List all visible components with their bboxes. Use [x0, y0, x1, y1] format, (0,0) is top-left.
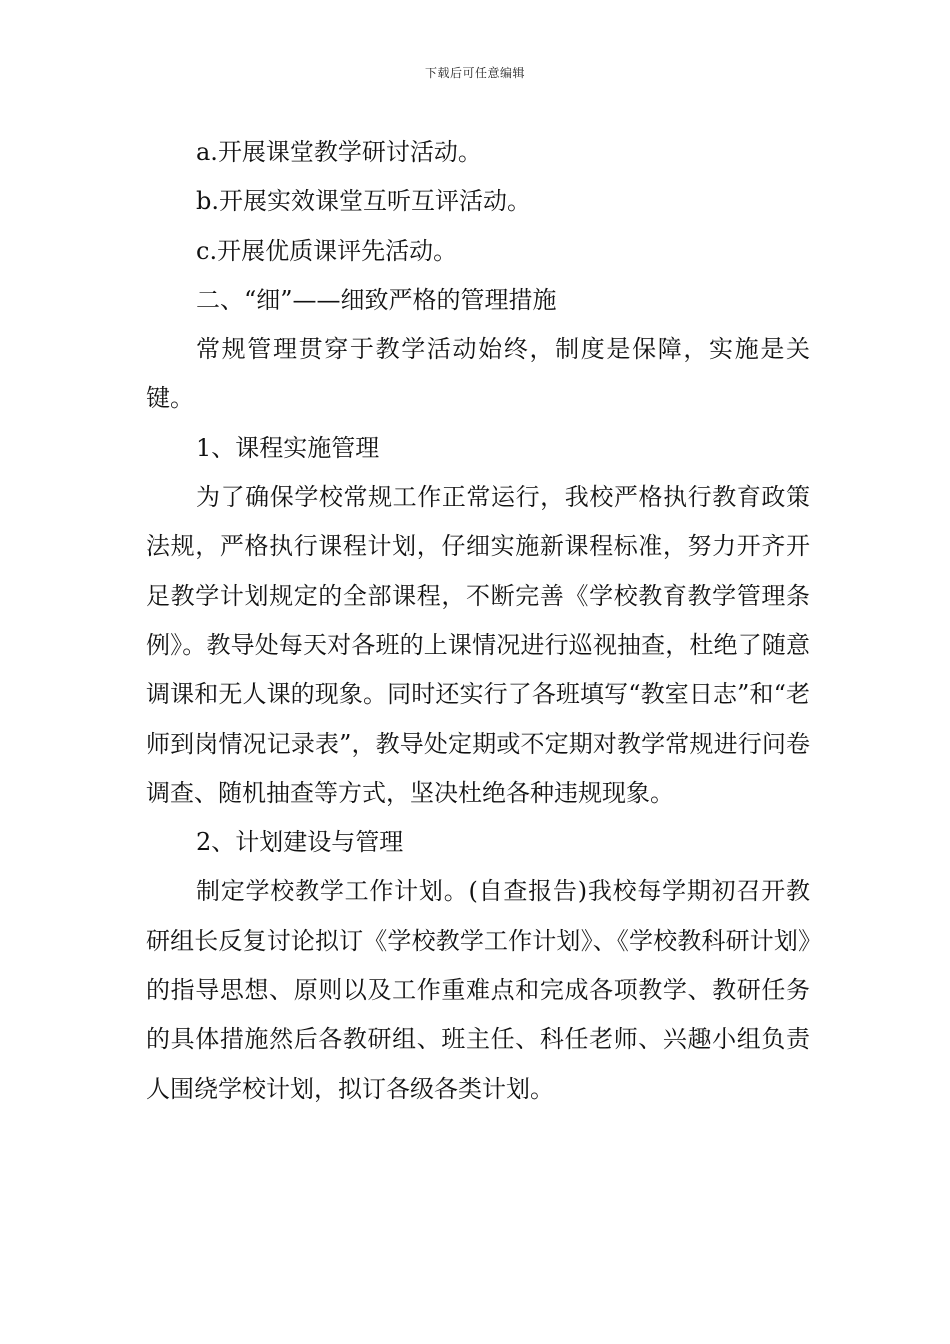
section-heading: 二、“细”——细致严格的管理措施 [196, 285, 557, 314]
body-paragraph: 为了确保学校常规工作正常运行，我校严格执行教育政策法规，严格执行课程计划，仔细实施新课程标准，努力开齐开足教学计划规定的全部课程，不断完善《学校教育教学管理条例》。教导处每天对各班的上课情况进行巡视抽查，杜绝了随意调课和无人课的现象。同时还实行了各班填写“教室日志”和“老师到岗情况记录表”，教导处定期或不定期对教学常规进行问卷调查、随机抽查等方式，坚决杜绝各种违规现象。 [146, 483, 810, 807]
list-item-a: a.开展课堂教学研讨活动。 [196, 138, 482, 166]
body-paragraph: 制定学校教学工作计划。(自查报告)我校每学期初召开教研组长反复讨论拟订《学校教学工作计划》、《学校教科研计划》的指导思想、原则以及工作重难点和完成各项教学、教研任务的具体措施然后各教研组、班主任、科任老师、兴趣小组负责人围绕学校计划，拟订各级各类计划。 [146, 877, 810, 1103]
subsection-heading: 1、课程实施管理 [196, 433, 380, 462]
subsection-heading: 2、计划建设与管理 [196, 828, 404, 857]
page-header: 下载后可任意编辑 [424, 66, 525, 80]
list-item-b: b.开展实效课堂互听互评活动。 [196, 187, 531, 216]
list-item-c: c.开展优质课评先活动。 [196, 236, 458, 265]
body-paragraph: 常规管理贯穿于教学活动始终，制度是保障，实施是关键。 [146, 335, 810, 413]
document-body [146, 128, 810, 1114]
